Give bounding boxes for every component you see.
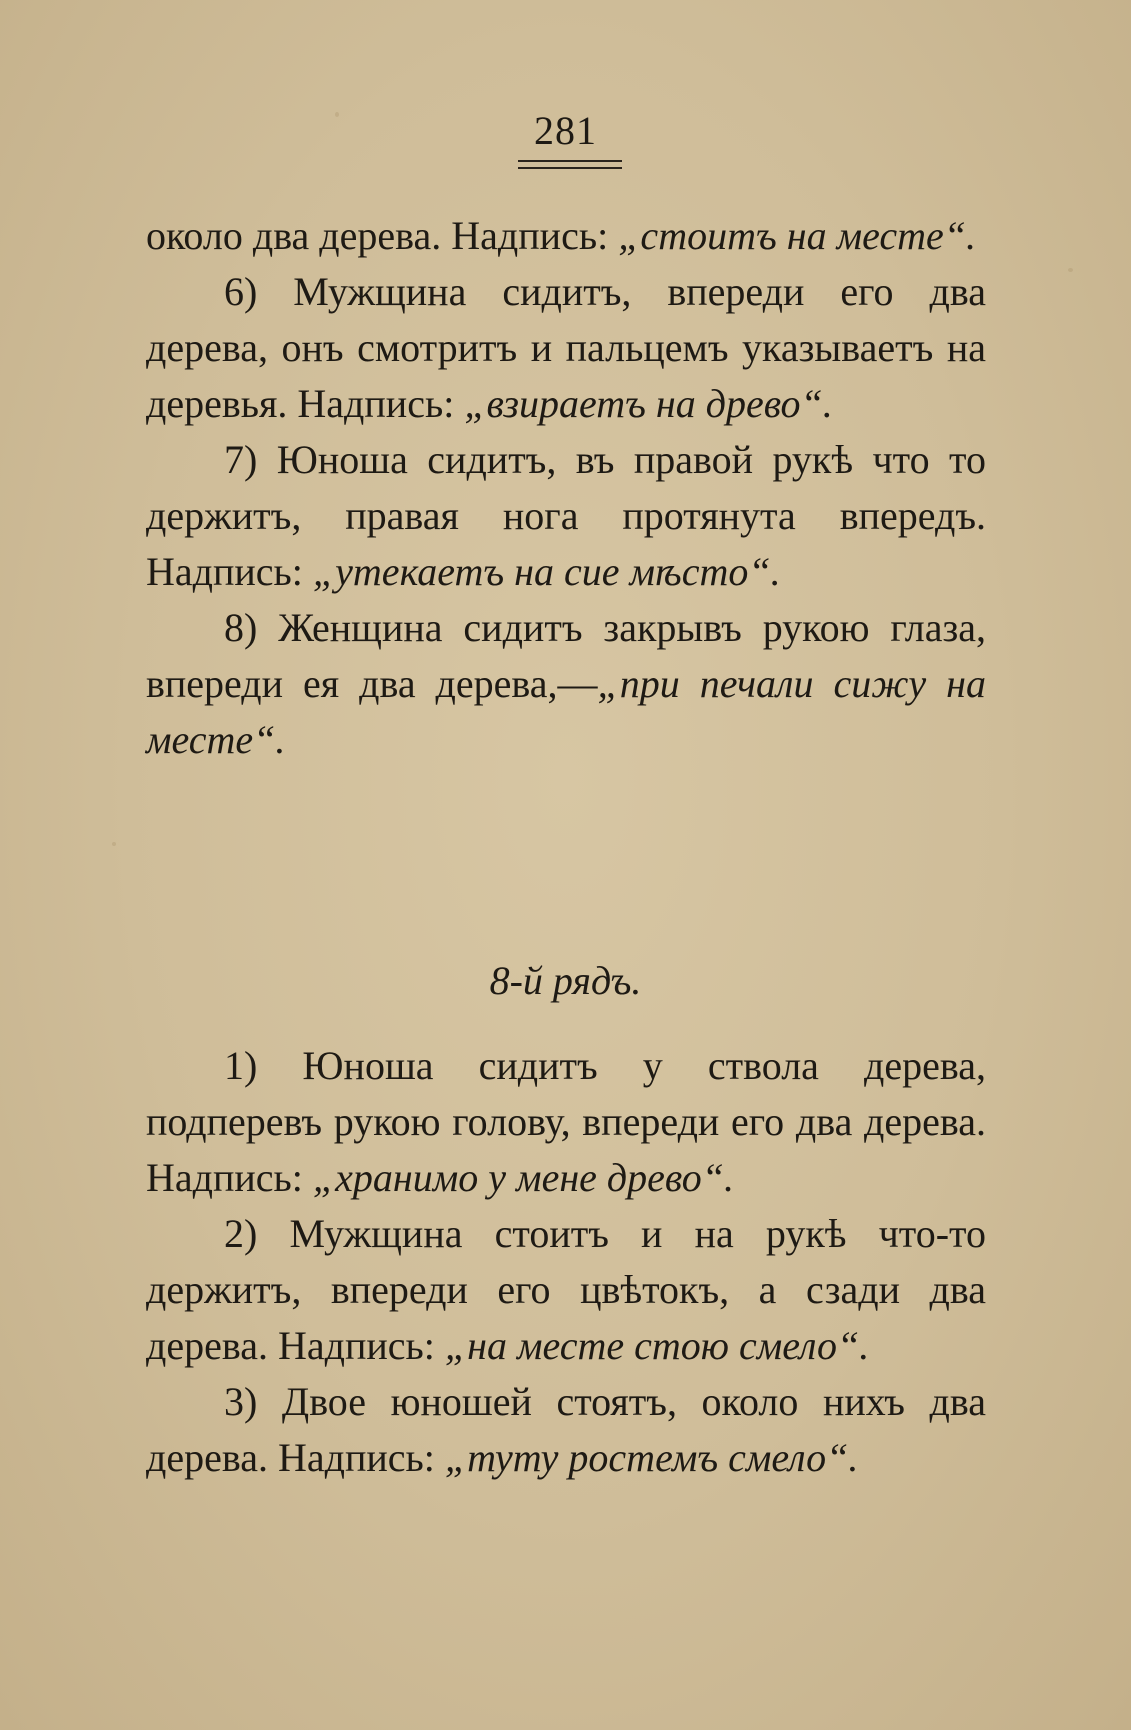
paragraph-text: 2) Мужщина стоитъ и на рукѣ что-то держитъ, впереди его цвѣтокъ, а сзади два дерева. Надпись:: [146, 1211, 986, 1368]
text-block-after-heading: [146, 1038, 986, 1486]
inscription-quote: „взираетъ на древо“.: [464, 381, 833, 426]
paragraph-text: 8) Женщина сидитъ закрывъ рукою глаза, впереди ея два дерева,—: [146, 605, 986, 706]
paragraph-text: 6) Мужщина сидитъ, впереди его два дерева, онъ смотритъ и пальцемъ указываетъ на деревья. Надпись:: [146, 269, 986, 426]
inscription-quote: „при печали сижу на месте“.: [146, 661, 986, 762]
inscription-quote: „туту ростемъ смело“.: [444, 1435, 859, 1480]
paragraph-item-6: [146, 264, 986, 432]
page-number-rule: [518, 160, 622, 162]
paper-speck: [1068, 268, 1073, 272]
inscription-quote: „утекаетъ на сие мѣсто“.: [312, 549, 781, 594]
inscription-quote: „хранимо у мене древо“.: [312, 1155, 734, 1200]
paragraph-continuation: [146, 208, 986, 264]
inscription-quote: „стоитъ на месте“.: [618, 213, 976, 258]
inscription-quote: „на месте стою смело“.: [444, 1323, 870, 1368]
paragraph-item-3: [146, 1374, 986, 1486]
paragraph-text: 7) Юноша сидитъ, въ правой рукѣ что то держитъ, правая нога протянута впередъ. Надпись:: [146, 437, 986, 594]
page-number-rule: [518, 167, 622, 169]
paragraph-text: 3) Двое юношей стоятъ, около нихъ два дерева. Надпись:: [146, 1379, 986, 1480]
paragraph-item-8: [146, 600, 986, 768]
page-number: 281: [534, 108, 597, 153]
paragraph-item-7: [146, 432, 986, 600]
paper-speck: [112, 842, 116, 846]
text-block-before-heading: [146, 208, 986, 768]
paragraph-text: около два дерева. Надпись:: [146, 213, 619, 258]
paragraph-text: 1) Юноша сидитъ у ствола дерева, подперевъ рукою голову, впереди его два дерева. Надпись:: [146, 1043, 986, 1200]
paragraph-item-2: [146, 1206, 986, 1374]
section-heading: 8-й рядъ.: [489, 958, 642, 1003]
paragraph-item-1: [146, 1038, 986, 1206]
